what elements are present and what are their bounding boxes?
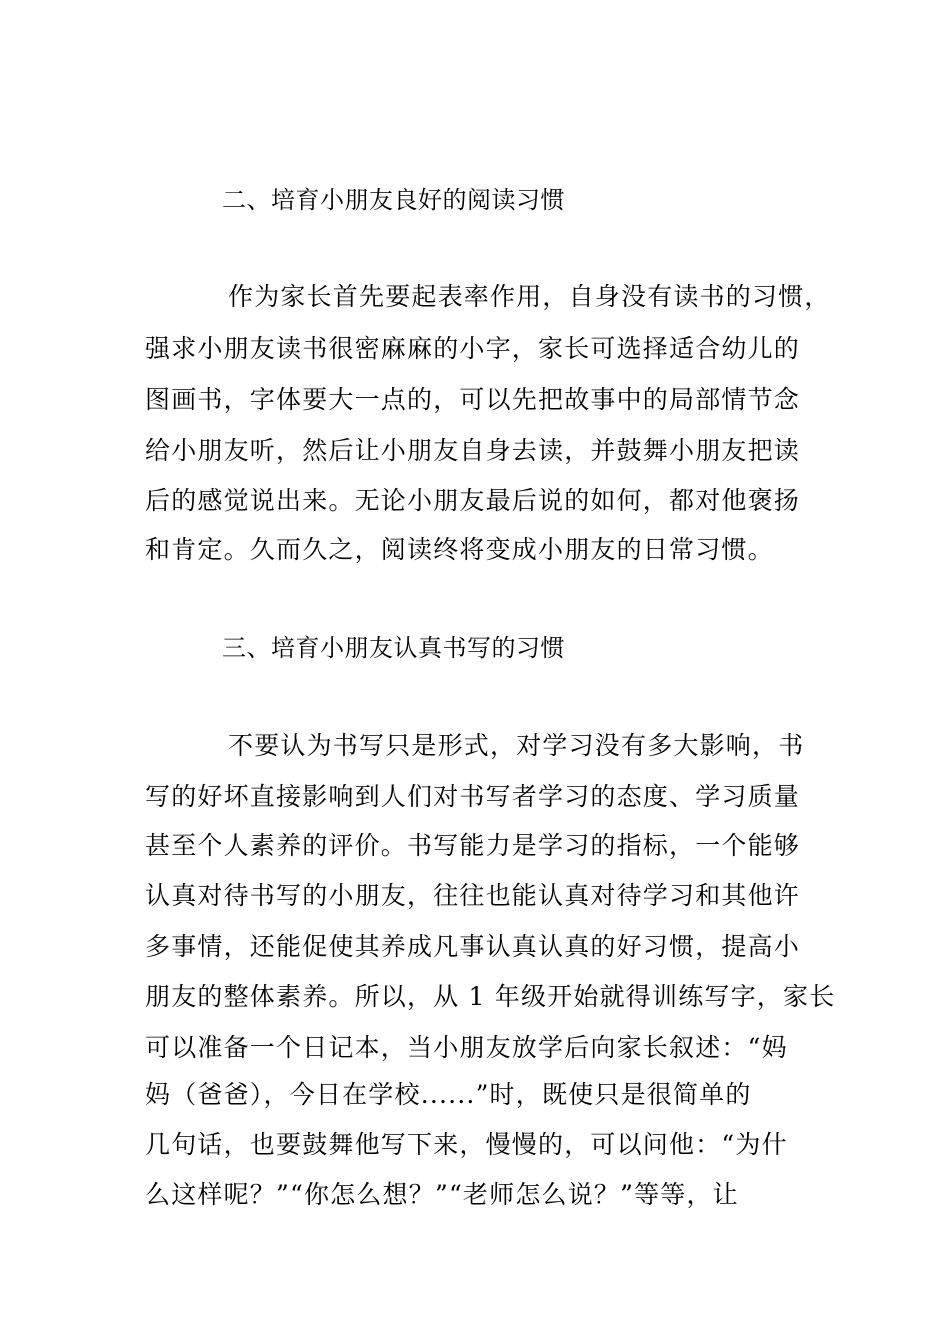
section-heading-writing-habit: 三、培育小朋友认真书写的习惯 [222, 634, 565, 662]
paragraph-line: 作为家长首先要起表率作用，自身没有读书的习惯， [228, 282, 831, 311]
paragraph-line: 强求小朋友读书很密麻麻的小字，家长可选择适合幼儿的 [145, 334, 801, 363]
paragraph-line: 朋友的整体素养。所以，从 1 年级开始就得训练写字，家长 [145, 982, 836, 1011]
paragraph-line: 可以准备一个日记本，当小朋友放学后向家长叙述：“妈 [145, 1033, 788, 1062]
paragraph-line: 几句话，也要鼓舞他写下来，慢慢的，可以问他：“为什 [145, 1130, 788, 1159]
paragraph-line: 妈（爸爸），今日在学校......”时，既使只是很简单的 [145, 1080, 752, 1109]
paragraph-line: 给小朋友听，然后让小朋友自身去读，并鼓舞小朋友把读 [145, 436, 801, 465]
paragraph-line: 认真对待书写的小朋友，往往也能认真对待学习和其他许 [145, 881, 801, 910]
paragraph-line: 多事情，还能促使其养成凡事认真认真的好习惯，提高小 [145, 932, 801, 961]
paragraph-line: 后的感觉说出来。无论小朋友最后说的如何，都对他褒扬 [145, 486, 801, 515]
paragraph-line: 甚至个人素养的评价。书写能力是学习的指标，一个能够 [145, 831, 801, 860]
section-heading-reading-habit: 二、培育小朋友良好的阅读习惯 [222, 186, 565, 214]
paragraph-line: 么这样呢？”“你怎么想？”“老师怎么说？”等等，让 [145, 1180, 739, 1209]
paragraph-line: 图画书，字体要大一点的，可以先把故事中的局部情节念 [145, 385, 801, 414]
paragraph-line: 不要认为书写只是形式，对学习没有多大影响，书 [228, 731, 805, 760]
paragraph-line: 和肯定。久而久之，阅读终将变成小朋友的日常习惯。 [145, 535, 774, 564]
paragraph-line: 写的好坏直接影响到人们对书写者学习的态度、学习质量 [145, 782, 801, 811]
